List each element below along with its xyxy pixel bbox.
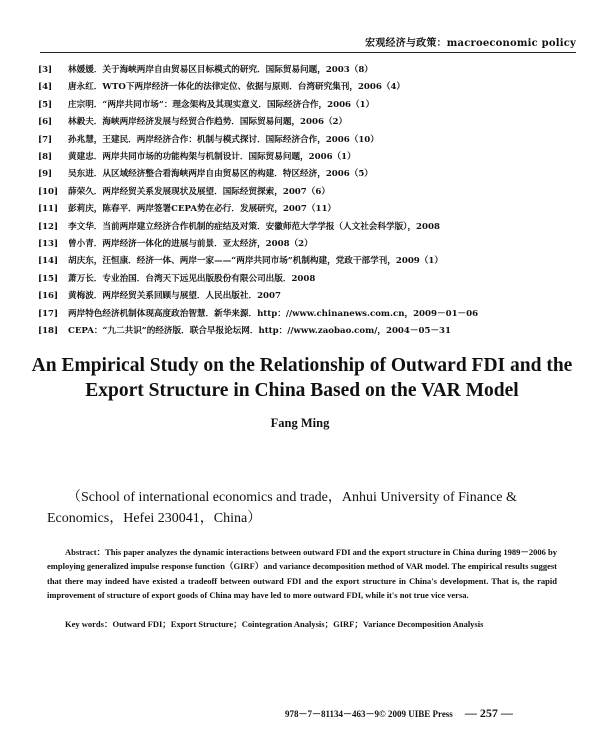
page-footer [285,706,575,721]
reference-item: [17] 两岸特色经济机制体现高度政治智慧．新华来源．http：//www.chinanews.com.cn，2009－01－06 [38,308,479,319]
reference-item: [9] 吴东进．从区域经济整合看海峡两岸自由贸易区的构建．特区经济，2006（5） [38,169,373,180]
abstract-label: Abstract： [65,547,106,557]
reference-item: [6] 林毅夫．海峡两岸经济发展与经贸合作趋势．国际贸易问题，2006（2） [38,117,348,128]
reference-item: [10] 薛荣久．两岸经贸关系发展现状及展望．国际经贸探索，2007（6） [38,186,330,197]
keywords [47,617,557,631]
paper-title: An Empirical Study on the Relationship of Outward FDI and the Export Structure in China Based on the VAR Model [31,355,573,401]
keywords-text: Outward FDI；Export Structure；Cointegration Analysis；GIRF；Variance Decomposition Analysis [112,619,484,629]
isbn-line: 978－7－81134－463－9© 2009 UIBE Press [285,709,453,719]
abstract [47,545,557,603]
running-header: 宏观经济与政策：macroeconomic policy [365,38,576,49]
page-number: — 257 — [464,706,513,720]
reference-item: [3] 林媛媛．关于海峡两岸自由贸易区目标模式的研究．国际贸易问题，2003（8） [38,65,373,75]
reference-item: [8] 黄建忠．两岸共同市场的功能构架与机制设计．国际贸易问题，2006（1） [38,152,356,163]
reference-item: [12] 李文华．当前两岸建立经济合作机制的症结及对策．安徽师范大学学报（人文社会科学版），2008 [38,221,440,232]
reference-item: [14] 胡庆东，汪恒康．经济一体、两岸一家——“两岸共同市场”机制构建，党政干部学刊，2009（1） [38,256,443,267]
header-rule [40,52,576,53]
reference-item: [15] 萧万长．专业治国．台湾天下远见出版股份有限公司出版．2008 [38,273,316,284]
abstract-text: This paper analyzes the dynamic interactions between outward FDI and the export structure in China during 1989－2006 by employing generalized impulse response function（GIRF）and variance decomposition method of VAR model. The empirical results suggest that there may indeed have existed a tradeoff between outward FDI and the export structure in China's development. That is, the rapid improvement of structure of export goods of China may have led to more outward FDI, while it's not true vice versa. [47,547,557,601]
paper-affiliation: （School of international economics and trade，Anhui University of Finance & Economics，Hefei 230041，China） [47,490,517,526]
reference-item: [7] 孙兆慧，王建民．两岸经济合作：机制与模式探讨．国际经济合作，2006（10） [38,134,379,145]
reference-item: [5] 庄宗明．“两岸共同市场”：理念架构及其现实意义．国际经济合作，2006（1） [38,99,375,110]
keywords-label: Key words： [65,619,113,629]
reference-text: 胡庆东，汪恒康．经济一体、两岸一家——“两岸共同市场”机制构建，党政干部学刊，2009（1） [68,256,443,267]
reference-item: [4] 唐永红．WTO下两岸经济一体化的法律定位、依据与原则．台湾研究集刊，2006（4） [38,82,406,93]
reference-list [38,62,578,341]
reference-item: [18] CEPA：“九二共识”的经济版．联合早报论坛网．http：//www.zaobao.com/，2004－05－31 [38,326,452,337]
reference-item: [16] 黄梅波．两岸经贸关系回顾与展望．人民出版社．2007 [38,291,281,302]
reference-item: [13] 曾小青．两岸经济一体化的进展与前景．亚太经济，2008（2） [38,239,313,250]
reference-item: [11] 彭莉庆，陈春平．两岸签署CEPA势在必行．发展研究，2007（11） [38,204,337,215]
paper-author: Fang Ming [270,416,330,430]
